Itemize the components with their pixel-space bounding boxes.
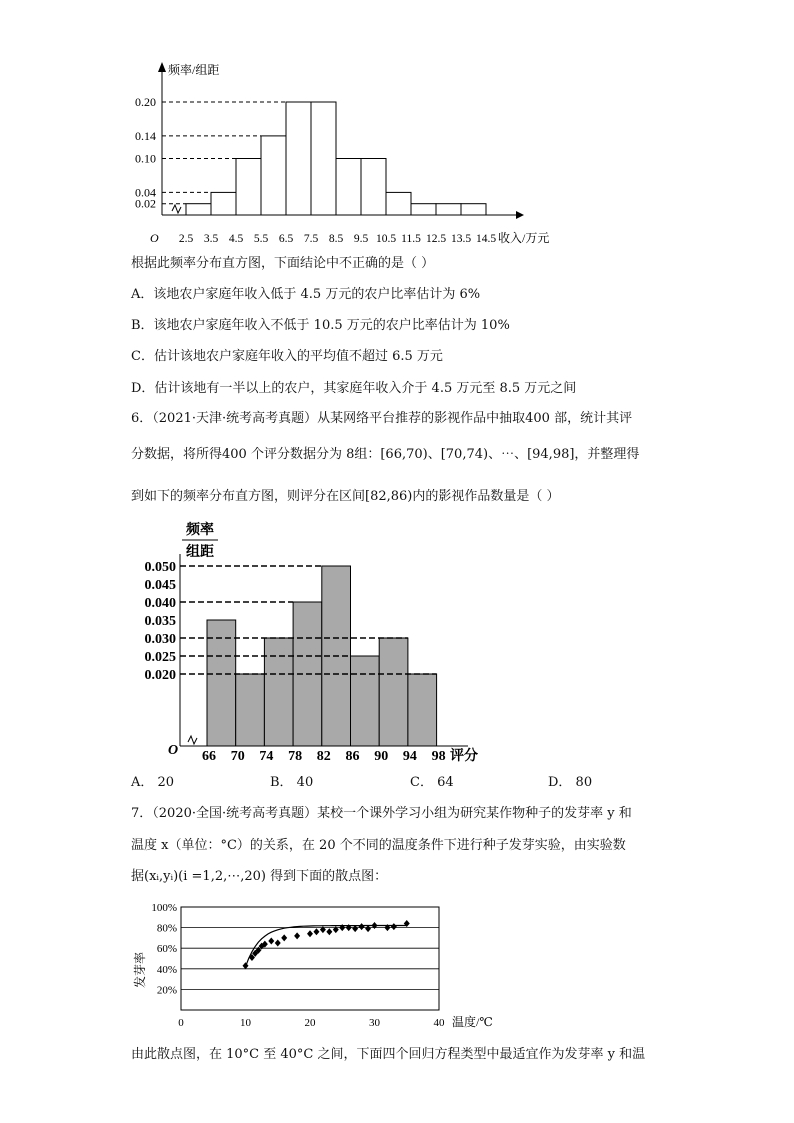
histogram-bar [211,192,236,215]
y-tick-label: 0.10 [135,151,156,166]
x-tick-label: 30 [369,1017,380,1029]
q6-line-3: 到如下的频率分布直方图，则评分在区间[82,86)内的影视作品数量是（ ） [131,489,560,504]
x-tick-label: 14.5 [475,233,497,245]
plot-frame [181,907,439,1010]
histogram-bar [264,638,293,746]
y-tick-label: 0.020 [144,668,176,683]
histogram-bar [461,204,486,215]
x-tick-label: 66 [202,749,216,764]
histogram-bar [261,136,286,215]
y-tick-label: 60% [156,943,177,956]
y-axis-arrow [158,62,166,72]
q6-option-d: D． 80 [548,775,593,790]
y-tick-label: 40% [156,963,177,976]
histogram-bar [361,159,386,216]
y-axis-label: 发芽率 [133,951,147,989]
x-tick-label: 20 [304,1017,316,1029]
rating-histogram [128,518,498,768]
x-tick-label: 6.5 [278,233,294,245]
q7-line-2: 温度 x（单位：°C）的关系，在 20 个不同的温度条件下进行种子发芽实验，由实验数 [131,838,626,853]
x-tick-label: 11.5 [401,233,421,245]
y-tick-label: 0.025 [144,650,176,665]
histogram-bar [336,159,361,216]
q6-line-1: 6．（2021·天津·统考高考真题）从某网络平台推荐的影视作品中抽取400 部，统计其评 [131,411,633,426]
histogram-bar [207,620,236,746]
q5-option-b: B．该地农户家庭年收入不低于 10.5 万元的农户比率估计为 10% [131,318,510,333]
x-tick-label: 0 [178,1017,184,1029]
x-tick-label: 90 [374,749,389,764]
x-tick-label: 13.5 [450,233,472,245]
q6-option-c: C． 64 [410,775,454,790]
y-axis-label-bottom: 组距 [186,545,214,560]
q6-line-2: 分数据，将所得400 个评分数据分为 8组：[66,70)、[70,74)、⋯、[94,98]，并整理得 [131,447,640,462]
axis-break [188,736,197,744]
x-tick-label: 10.5 [375,233,397,245]
origin-label: O [150,231,159,245]
x-tick-label: 78 [288,749,303,764]
x-tick-label: 40 [433,1017,445,1029]
y-tick-label: 0.04 [135,185,156,200]
y-tick-label: 100% [151,902,177,914]
axis-break [172,205,181,213]
histogram-bar [386,192,411,215]
y-tick-label: 0.035 [144,614,176,629]
y-tick-label: 0.02 [135,196,156,211]
x-tick-label: 3.5 [203,233,219,245]
histogram-bar [311,102,336,215]
q5-option-a: A．该地农户家庭年收入低于 4.5 万元的农户比率估计为 6% [131,287,481,302]
q7-line-1: 7．（2020·全国·统考高考真题）某校一个课外学习小组为研究某作物种子的发芽率 y 和 [131,806,632,821]
x-tick-label: 94 [402,749,417,764]
x-tick-label: 7.5 [303,233,319,245]
y-tick-label: 0.040 [144,596,176,611]
histogram-bar [236,159,261,216]
x-axis-label: 评分 [450,749,478,764]
q6-option-b: B． 40 [270,775,314,790]
y-tick-label: 0.045 [144,578,176,593]
y-axis-label-top: 频率 [186,523,214,538]
x-tick-label: 82 [316,749,331,764]
x-axis-label: 收入/万元 [498,231,550,245]
histogram-bar [186,204,211,215]
y-tick-label: 20% [156,984,177,997]
y-tick-label: 0.030 [144,632,176,647]
origin-label: O [168,743,179,758]
x-axis-arrow [516,211,524,219]
x-tick-label: 8.5 [328,233,344,245]
histogram-bar [411,204,436,215]
x-tick-label: 5.5 [253,233,269,245]
histogram-bar [351,656,380,746]
x-tick-label: 4.5 [228,233,244,245]
y-tick-label: 0.14 [135,128,156,143]
income-histogram [120,58,580,250]
x-axis-label: 温度/℃ [452,1015,493,1029]
histogram-bar [236,674,265,746]
y-axis-label: 频率/组距 [168,63,220,77]
histogram-bar [408,674,437,746]
y-tick-label: 0.050 [144,560,176,575]
y-tick-label: 80% [156,922,177,935]
x-tick-label: 86 [345,749,360,764]
x-tick-label: 70 [230,749,245,764]
x-tick-label: 98 [431,749,446,764]
histogram-bar [286,102,311,215]
x-tick-label: 2.5 [178,233,194,245]
q6-option-a: A． 20 [131,775,175,790]
q5-option-d: D．估计该地有一半以上的农户，其家庭年收入介于 4.5 万元至 8.5 万元之间 [131,381,577,396]
x-tick-label: 12.5 [425,233,447,245]
q7-line-3: 据(xᵢ,yᵢ)(i =1,2,⋯,20) 得到下面的散点图： [131,869,388,884]
germination-scatter [128,898,518,1036]
q7-line-4: 由此散点图，在 10°C 至 40°C 之间，下面四个回归方程类型中最适宜作为发芽率 y 和温 [131,1047,646,1062]
y-tick-label: 0.20 [135,95,156,109]
q5-option-c: C．估计该地农户家庭年收入的平均值不超过 6.5 万元 [131,349,443,364]
x-tick-label: 10 [240,1017,251,1029]
q5-stem: 根据此频率分布直方图，下面结论中不正确的是（ ） [131,256,435,271]
x-tick-label: 9.5 [353,233,369,245]
x-tick-label: 74 [259,749,274,764]
histogram-bar [436,204,461,215]
histogram-bar [379,638,408,746]
